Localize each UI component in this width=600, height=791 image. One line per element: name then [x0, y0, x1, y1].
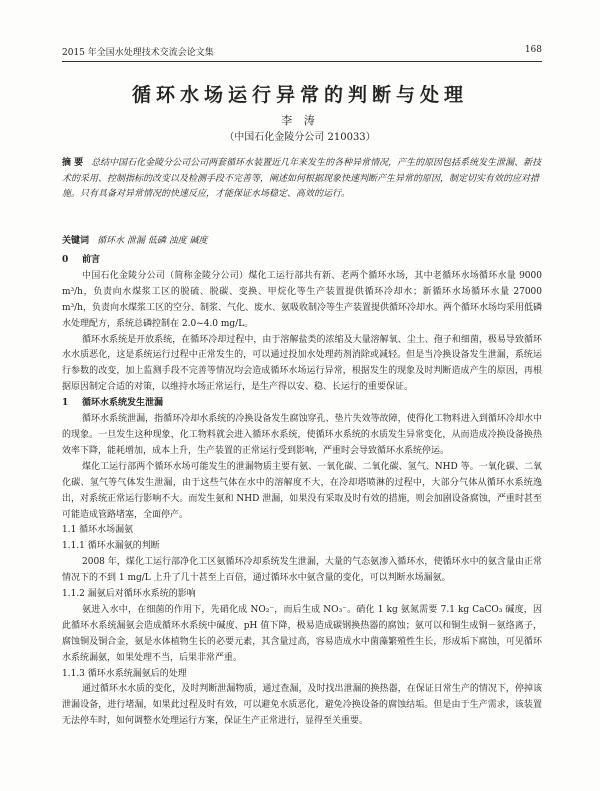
paragraph: 通过循环水水质的变化，及时判断泄漏物质，通过查漏，及时找出泄漏的换热器，在保证日常生产的情况下，停掉该泄漏设备，进行堵漏，如果此过程及时有效，可以避免水质恶化，避免冷换设备的腐蚀结垢。但是由于生产需求，该装置无法停车时，如何调整水处理运行方案，保证生产正常进行，显得至关重要。 [62, 684, 542, 727]
subsection-heading: 1.1.2 漏氨后对循环水系统的影响 [62, 589, 196, 600]
paragraph: 氨进入水中，在细菌的作用下，先硝化成 NO₂⁻，而后生成 NO₃⁻。硝化 1 kg 氨氮需要 7.1 kg CaCO₃ 碱度，因此循环水系统漏氨会造成循环水系统中碱度、pH 值下降，极易造成碳钢换热器的腐蚀；氨可以和铜生成铜－氨络离子，腐蚀铜及铜合金，氨是水体植物生长的必要元素，其含量过高，容易造成水中菌藻繁殖性生长，形成垢下腐蚀，可见循环水系统漏氨，如果处理不当，后果非常严重。 [62, 604, 542, 663]
subsection-heading: 1.1.3 循环水系统漏氨后的处理 [62, 668, 187, 679]
section-title: 前言 [82, 255, 101, 265]
subsection-heading: 1.1.1 循环水漏氨的判断 [62, 541, 160, 552]
section-number: 1 [62, 398, 69, 409]
page-number: 168 [524, 45, 542, 55]
keywords-text: 循环水 泄漏 低磷 浊度 碱度 [97, 236, 208, 246]
paragraph: 2008 年，煤化工运行部净化工区氨循环冷却系统发生泄漏，大量的气态氨渗入循环水，使循环水中的氨含量由正常情况下的不到 1 mg/L 上升了几十甚至上百倍，通过循环水中氨含量的变化，可以判断水场漏氨。 [62, 557, 542, 584]
paper-title: 循环水场运行异常的判断与处理 [131, 84, 468, 106]
body-text [62, 253, 542, 730]
paragraph: 循环水系统泄漏，指循环冷却水系统的冷换设备发生腐蚀穿孔、垫片失效等故障，使得化工物料进入到循环冷却水中的现象。一旦发生这种现象，化工物料就会进入循环水系统，使循环水系统的水质发生异常变化，从而造成冷换设备换热效率下降，能耗增加，成本上升，生产装置的正常运行受到影响，严重时会导致循环水系统停运。 [62, 414, 542, 456]
author: 李 涛 [281, 114, 319, 127]
paragraph: 中国石化金陵分公司（简称金陵分公司）煤化工运行部共有新、老两个循环水场，其中老循环水场循环水量 9000 m³/h，负责向水煤浆工区的脱硫、脱碳、变换、甲烷化等生产装置提供循环冷却水；新循环水场循环水量 27000 m³/h，负责向水煤浆工区的空分、制浆、气化、废水、氨吸收制冷等生产装置提供循环冷却水。两个循环水场均采用低磷水处理配方，系统总磷控制在 2.0~4.0 mg/L。 [62, 270, 542, 329]
header-proceedings-title: 2015 年全国水处理技术交流会论文集 [62, 48, 214, 58]
keywords-label: 关键词 [62, 236, 90, 246]
section-number: 0 [62, 255, 69, 265]
section-heading [62, 253, 542, 269]
section-heading [62, 396, 542, 412]
running-header [62, 45, 542, 58]
subsection-heading: 1.1 循环水场漏氨 [62, 525, 134, 536]
abstract [62, 156, 542, 203]
keywords [62, 233, 542, 246]
paragraph: 循环水系统是开放系统，在循环冷却过程中，由于溶解盐类的浓缩及大量溶解氧、尘土、孢子和细菌，极易导致循环水水质恶化，这是系统运行过程中正常发生的，可以通过投加水处理药剂消除或减轻。但是当冷换设备发生泄漏，系统运行参数的改变，加上监测手段不完善等情况均会造成循环水场运行异常，根据发生的现象及时判断造成产生的原因，再根据原因制定合适的对策，以维持水场正常运行，是生产得以安、稳、长运行的重要保证。 [62, 334, 542, 393]
affiliation: （中国石化金陵分公司 210033） [224, 132, 376, 143]
abstract-text: 总结中国石化金陵分公司公司两套循环水装置近几年来发生的各种异常情况，产生的原因包括系统发生泄漏、新技术的采用、控制指标的改变以及检测手段不完善等，阐述如何根据现象快速判断产生异常的原因，制定切实有效的应对措施。只有具备对异常情况的快速反应，才能保证水场稳定、高效的运行。 [62, 158, 542, 199]
abstract-label: 摘 要 [62, 158, 84, 168]
paragraph: 煤化工运行部两个循环水场可能发生的泄漏物质主要有氨、一氧化碳、二氧化碳、氢气、NHD 等。一氧化碳、二氧化碳、氢气等气体发生泄漏，由于这些气体在水中的溶解度不大，在冷却塔喷淋的过程中，大部分气体从循环水系统逸出，对系统正常运行影响不大。而发生氨和 NHD 泄漏，如果没有采取及时有效的措施，则会加剧设备腐蚀，严重时甚至可能造成管路堵塞，全面停产。 [62, 461, 542, 520]
header-rule [62, 61, 542, 62]
section-title: 循环水系统发生泄漏 [82, 398, 164, 409]
